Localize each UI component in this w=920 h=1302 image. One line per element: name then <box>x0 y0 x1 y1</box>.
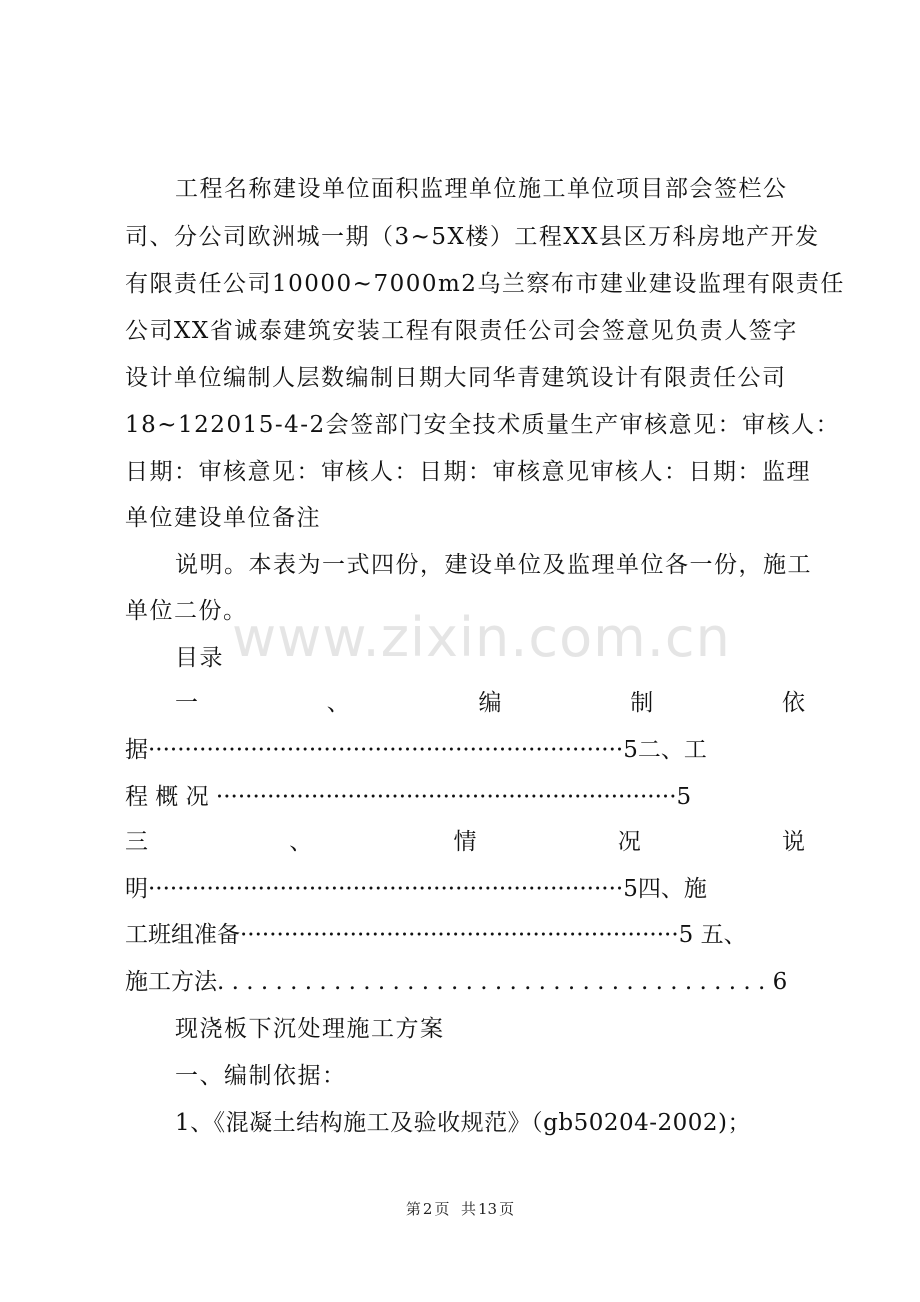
section-item: 1、《混凝土结构施工及验收规范》（gb50204-2002)； <box>175 1110 752 1136</box>
toc-char: 一 <box>175 690 198 716</box>
watermark: www.zixin.com.cn <box>232 606 731 669</box>
toc-row: 明·································································5四、施 <box>125 876 707 902</box>
paragraph-line: 18~122015-4-2会签部门安全技术质量生产审核意见：审核人： <box>125 412 841 438</box>
paragraph-line: 公司XX省诚泰建筑安装工程有限责任公司会签意见负责人签字 <box>125 318 798 344</box>
paragraph-line: 有限责任公司10000~7000m2乌兰察布市建业建设监理有限责任 <box>125 271 845 297</box>
toc-char: 况 <box>617 829 641 855</box>
page-footer <box>0 1198 920 1219</box>
footer-page-label: 第 <box>405 1200 421 1218</box>
paragraph-line: 单位建设单位备注 <box>125 505 321 531</box>
toc-char: 制 <box>630 690 654 716</box>
toc-row: 据·································································5二、工 <box>125 737 707 763</box>
toc-row: 程 概 况 ·······························································5 <box>125 784 692 810</box>
footer-page-number: 2 <box>422 1200 433 1218</box>
toc-char: 三 <box>125 829 148 855</box>
paragraph-line: 司、分公司欧洲城一期（3~5X楼）工程XX县区万科房地产开发 <box>125 224 820 250</box>
toc-char: 情 <box>453 829 477 855</box>
toc-char: 说 <box>782 829 805 855</box>
paragraph-line: 日期：审核意见：审核人：日期：审核意见审核人：日期：监理 <box>125 459 811 485</box>
toc-title: 目录 <box>175 645 224 671</box>
toc-char: 编 <box>478 690 502 716</box>
toc-row <box>125 827 805 857</box>
toc-row <box>175 688 805 718</box>
toc-char: 、 <box>289 829 313 855</box>
footer-total-number: 13 <box>478 1200 498 1218</box>
footer-total-unit: 页 <box>499 1200 515 1218</box>
toc-char: 依 <box>782 690 805 716</box>
section-title: 现浇板下沉处理施工方案 <box>175 1016 445 1042</box>
note-line: 说明。本表为一式四份，建设单位及监理单位各一份，施工 <box>175 552 812 578</box>
paragraph-line: 工程名称建设单位面积监理单位施工单位项目部会签栏公 <box>175 176 788 202</box>
paragraph-line: 设计单位编制人层数编制日期大同华青建筑设计有限责任公司 <box>125 365 787 391</box>
footer-total-label: 共 <box>461 1200 477 1218</box>
toc-row: 施工方法. . . . . . . . . . . . . . . . . . . . . . . . . . . . . . . . . . . . . . 6 <box>125 969 788 995</box>
note-line: 单位二份。 <box>125 598 248 624</box>
toc-char: 、 <box>326 690 350 716</box>
footer-page-unit: 页 <box>434 1200 450 1218</box>
toc-row: 工班组准备····························································5 五、 <box>125 922 747 948</box>
section-heading: 一、编制依据： <box>175 1063 347 1089</box>
